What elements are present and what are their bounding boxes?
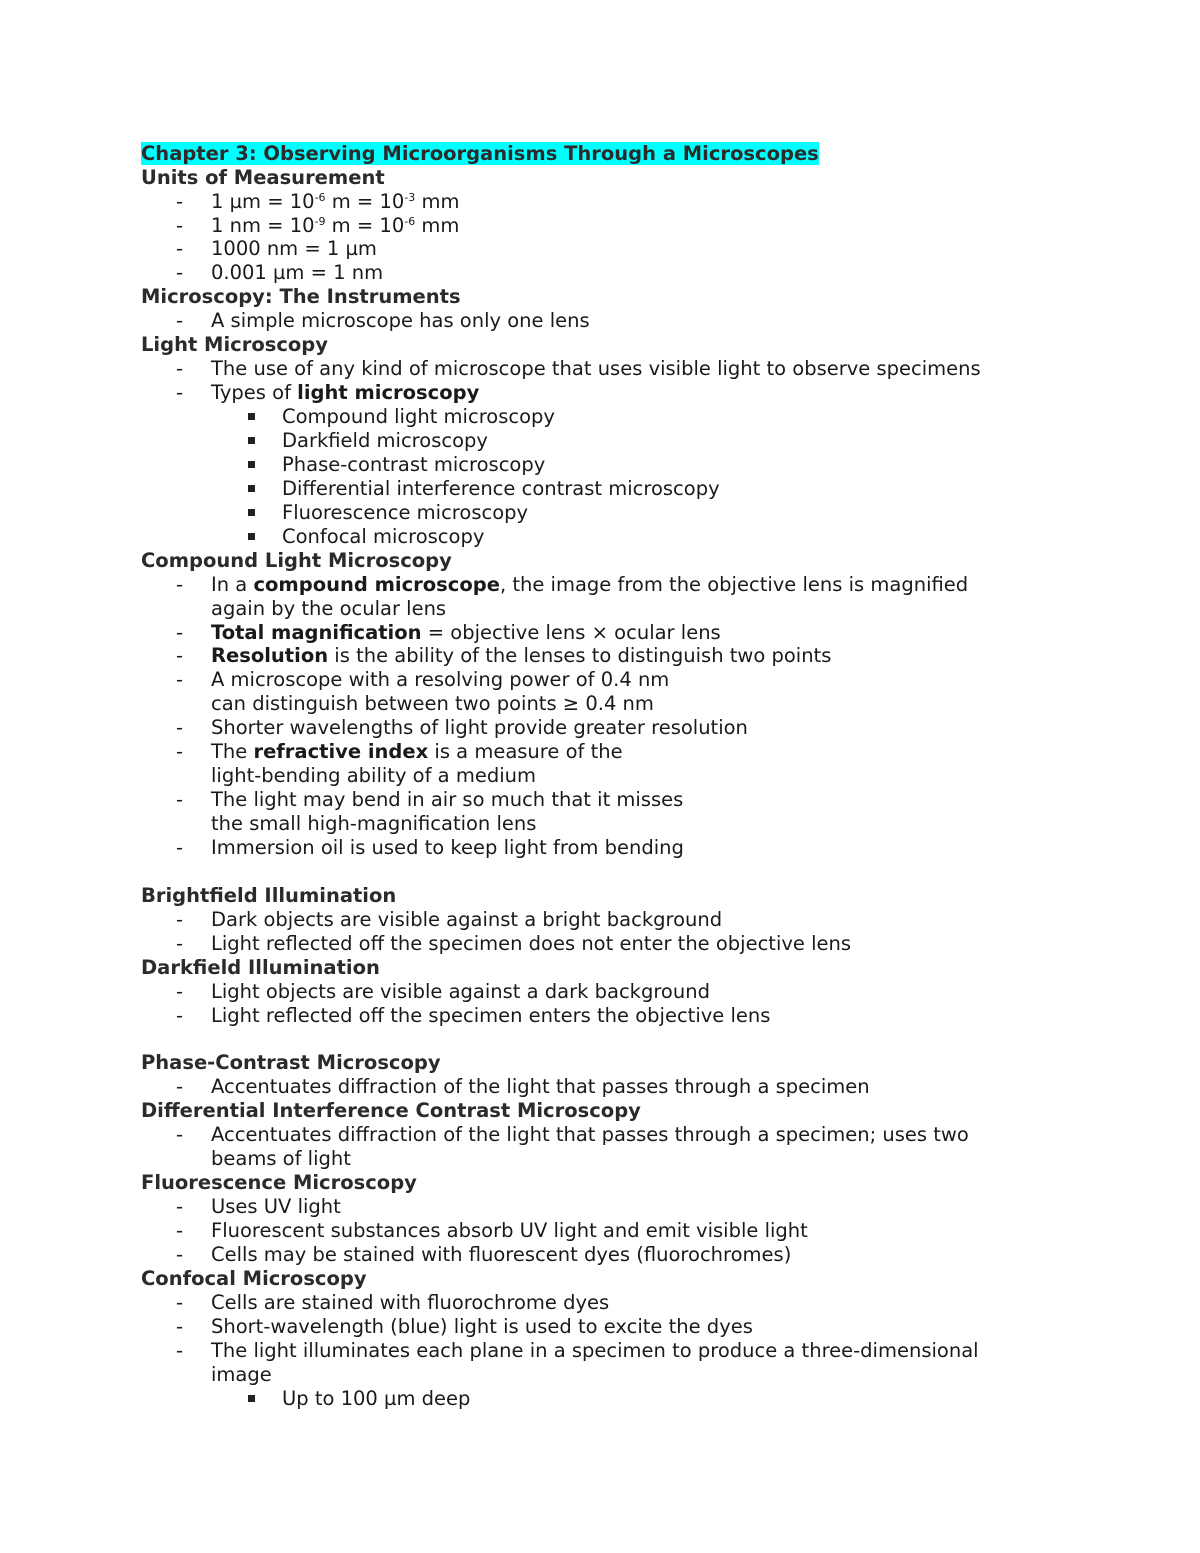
dash-bullet: - [176,309,184,332]
compound-bullet-4: A microscope with a resolving power of 0.4 nm [211,668,670,691]
confocal-bullet-2: Short-wavelength (blue) light is used to excite the dyes [211,1315,753,1338]
light-heading: Light Microscopy [141,333,328,356]
dash-bullet: - [176,1075,184,1098]
phase-bullet-1: Accentuates diffraction of the light that passes through a specimen [211,1075,870,1098]
square-bullet [248,461,255,468]
dash-bullet: - [176,788,184,811]
dash-bullet: - [176,357,184,380]
light-type-item: Compound light microscopy [282,405,555,428]
dash-bullet: - [176,190,184,213]
dash-bullet: - [176,381,184,404]
light-bullet-2: Types of light microscopy [211,381,480,404]
dash-bullet: - [176,740,184,763]
fluorescence-heading: Fluorescence Microscopy [141,1171,417,1194]
dash-bullet: - [176,237,184,260]
square-bullet [248,509,255,516]
phase-heading: Phase-Contrast Microscopy [141,1051,441,1074]
square-bullet [248,437,255,444]
darkfield-bullet-2: Light reflected off the specimen enters the objective lens [211,1004,771,1027]
units-line-3: 1000 nm = 1 µm [211,237,377,260]
instruments-heading: Microscopy: The Instruments [141,285,461,308]
dash-bullet: - [176,261,184,284]
fluorescence-bullet-1: Uses UV light [211,1195,341,1218]
dash-bullet: - [176,1195,184,1218]
units-heading: Units of Measurement [141,166,385,189]
units-line-4: 0.001 µm = 1 nm [211,261,384,284]
light-type-item: Fluorescence microscopy [282,501,529,524]
compound-bullet-5: Shorter wavelengths of light provide greater resolution [211,716,748,739]
dash-bullet: - [176,214,184,237]
dash-bullet: - [176,1291,184,1314]
dic-bullet-1: Accentuates diffraction of the light that passes through a specimen; uses two [211,1123,969,1146]
compound-bullet-8: Immersion oil is used to keep light from bending [211,836,684,859]
brightfield-bullet-2: Light reflected off the specimen does not enter the objective lens [211,932,852,955]
dash-bullet: - [176,644,184,667]
darkfield-heading: Darkfield Illumination [141,956,380,979]
dash-bullet: - [176,1339,184,1362]
fluorescence-bullet-2: Fluorescent substances absorb UV light and emit visible light [211,1219,808,1242]
brightfield-bullet-1: Dark objects are visible against a bright background [211,908,723,931]
dash-bullet: - [176,621,184,644]
brightfield-heading: Brightfield Illumination [141,884,397,907]
compound-bullet-6: The refractive index is a measure of the [211,740,623,763]
confocal-heading: Confocal Microscopy [141,1267,367,1290]
compound-bullet-3: Resolution is the ability of the lenses to distinguish two points [211,644,832,667]
dic-bullet-1-cont: beams of light [211,1147,351,1170]
dash-bullet: - [176,573,184,596]
square-bullet [248,413,255,420]
dash-bullet: - [176,932,184,955]
title-highlight: Chapter 3: Observing Microorganisms Through a Microscopes [141,142,819,165]
confocal-bullet-3: The light illuminates each plane in a specimen to produce a three-dimensional [211,1339,979,1362]
dash-bullet: - [176,1219,184,1242]
fluorescence-bullet-3: Cells may be stained with fluorescent dyes (fluorochromes) [211,1243,792,1266]
compound-bullet-6-cont: light-bending ability of a medium [211,764,536,787]
dic-heading: Differential Interference Contrast Microscopy [141,1099,641,1122]
darkfield-bullet-1: Light objects are visible against a dark background [211,980,710,1003]
compound-bullet-7-cont: the small high-magnification lens [211,812,537,835]
compound-heading: Compound Light Microscopy [141,549,452,572]
light-type-item: Darkfield microscopy [282,429,488,452]
compound-bullet-2: Total magnification = objective lens × ocular lens [211,621,721,644]
dash-bullet: - [176,1315,184,1338]
dash-bullet: - [176,1004,184,1027]
compound-bullet-4-cont: can distinguish between two points ≥ 0.4 nm [211,692,654,715]
dash-bullet: - [176,1243,184,1266]
compound-bullet-1: In a compound microscope, the image from the objective lens is magnified [211,573,969,596]
dash-bullet: - [176,908,184,931]
units-line-1: 1 $\mu m = 10^{-6}$ $m = 10^{-3}$ mm [211,190,460,213]
light-type-item: Differential interference contrast microscopy [282,477,720,500]
instruments-bullet-1: A simple microscope has only one lens [211,309,590,332]
square-bullet [248,1395,255,1402]
light-type-item: Phase-contrast microscopy [282,453,546,476]
compound-bullet-1-cont: again by the ocular lens [211,597,447,620]
confocal-sub-item: Up to 100 µm deep [282,1387,471,1410]
light-type-item: Confocal microscopy [282,525,485,548]
dash-bullet: - [176,716,184,739]
dash-bullet: - [176,980,184,1003]
confocal-bullet-3-cont: image [211,1363,272,1386]
light-bullet-1: The use of any kind of microscope that uses visible light to observe specimens [211,357,981,380]
confocal-bullet-1: Cells are stained with fluorochrome dyes [211,1291,610,1314]
dash-bullet: - [176,836,184,859]
units-line-2: 1 nm = $10^{-9}$ $m = 10^{-6}$ mm [211,214,460,237]
compound-bullet-7: The light may bend in air so much that it misses [211,788,684,811]
chapter-title [141,142,819,166]
square-bullet [248,485,255,492]
square-bullet [248,533,255,540]
dash-bullet: - [176,668,184,691]
dash-bullet: - [176,1123,184,1146]
